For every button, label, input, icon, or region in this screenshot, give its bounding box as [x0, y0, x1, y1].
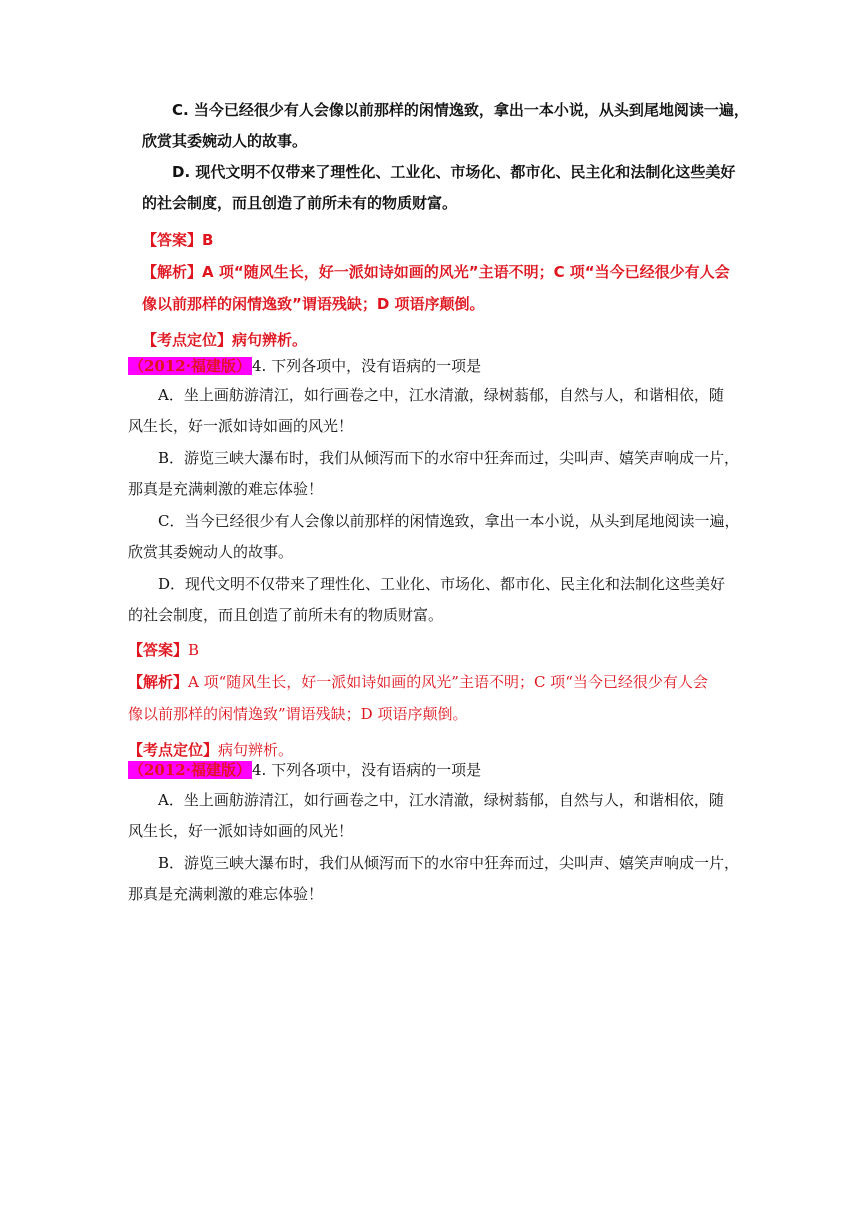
question1-answer-tag: 【答案】 [128, 641, 189, 659]
question2-option-a-line2: 风生长，好一派如诗如画的风光！ [128, 822, 354, 840]
scanned-option-c-line2: 欣赏其委婉动人的故事。 [142, 132, 308, 150]
question1-source-badge: （2012·福建版） [129, 357, 251, 375]
question1-analysis-line2: 像以前那样的闲情逸致”谓语残缺；D 项语序颠倒。 [128, 705, 468, 723]
question1-option-c-line2: 欣赏其委婉动人的故事。 [128, 543, 294, 561]
question1-kaodian-tag: 【考点定位】 [128, 741, 219, 759]
scanned-option-d-line2: 的社会制度，而且创造了前所未有的物质财富。 [142, 194, 458, 212]
question1-kaodian-text: 病句辨析。 [218, 741, 294, 759]
question2-header [128, 760, 481, 780]
question1-stem: 4. 下列各项中，没有语病的一项是 [251, 357, 482, 375]
scanned-analysis-text1: A 项“随风生长，好一派如诗如画的风光”主语不明；C 项“当今已经很少有人会 [202, 263, 730, 281]
scanned-analysis-line2: 像以前那样的闲情逸致”谓语残缺；D 项语序颠倒。 [142, 295, 485, 313]
scanned-image-region [120, 96, 760, 350]
question1-answer-value: B [188, 641, 200, 659]
scanned-option-c-line1: C. 当今已经很少有人会像以前那样的闲情逸致，拿出一本小说，从头到尾地阅读一遍， [172, 101, 749, 119]
scanned-analysis-tag: 【解析】 [142, 263, 203, 281]
question1-option-a-line1: A．坐上画舫游清江，如行画卷之中，江水清澈，绿树蓊郁，自然与人，和谐相依，随 [158, 386, 724, 404]
question1-analysis-tag: 【解析】 [128, 673, 189, 691]
question1-option-a-line2: 风生长，好一派如诗如画的风光！ [128, 417, 354, 435]
scanned-option-d-line1: D. 现代文明不仅带来了理性化、工业化、市场化、都市化、民主化和法制化这些美好 [172, 163, 736, 181]
question1-option-b-line1: B．游览三峡大瀑布时，我们从倾泻而下的水帘中狂奔而过，尖叫声、嬉笑声响成一片， [158, 449, 740, 467]
question1-option-b-line2: 那真是充满刺激的难忘体验！ [128, 480, 324, 498]
scanned-analysis-line1 [142, 262, 730, 282]
question1-analysis-text1: A 项“随风生长，好一派如诗如画的风光”主语不明；C 项“当今已经很少有人会 [188, 673, 708, 691]
question2-option-a-line1: A．坐上画舫游清江，如行画卷之中，江水清澈，绿树蓊郁，自然与人，和谐相依，随 [158, 791, 724, 809]
question2-option-b-line1: B．游览三峡大瀑布时，我们从倾泻而下的水帘中狂奔而过，尖叫声、嬉笑声响成一片， [158, 854, 740, 872]
scanned-kaodian-text: 病句辨析。 [232, 331, 308, 349]
question1-answer [128, 640, 199, 660]
question1-header [128, 356, 481, 376]
question2-source-badge: （2012·福建版） [129, 761, 251, 779]
scanned-kaodian [142, 330, 307, 350]
question2-stem: 4. 下列各项中，没有语病的一项是 [251, 761, 482, 779]
scanned-answer [142, 230, 213, 250]
question2-option-b-line2: 那真是充满刺激的难忘体验！ [128, 885, 324, 903]
question1-kaodian [128, 740, 293, 760]
question1-option-d-line2: 的社会制度，而且创造了前所未有的物质财富。 [128, 606, 444, 624]
scanned-answer-value: B [202, 231, 214, 249]
scanned-answer-tag: 【答案】 [142, 231, 203, 249]
scanned-kaodian-tag: 【考点定位】 [142, 331, 233, 349]
question1-option-d-line1: D．现代文明不仅带来了理性化、工业化、市场化、都市化、民主化和法制化这些美好 [158, 575, 726, 593]
question1-option-c-line1: C．当今已经很少有人会像以前那样的闲情逸致，拿出一本小说，从头到尾地阅读一遍， [158, 512, 740, 530]
question1-analysis-line1 [128, 672, 708, 692]
